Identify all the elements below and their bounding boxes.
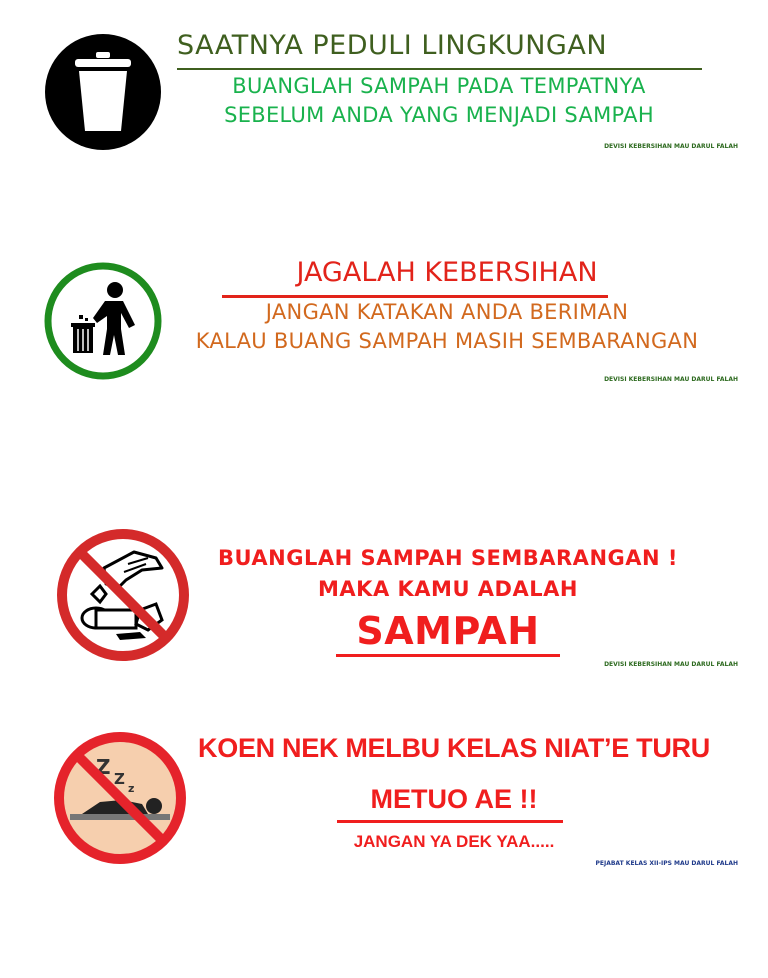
credit-text: DEVISI KEBERSIHAN MAU DARUL FALAH [604,661,738,668]
sign-title: SAATNYA PEDULI LINGKUNGAN [177,30,608,61]
credit-text: DEVISI KEBERSIHAN MAU DARUL FALAH [604,376,738,383]
message-line-2: MAKA KAMU ADALAH [318,577,578,601]
sign-jangan-tidur [0,720,768,880]
sign-jagalah-kebersihan [0,240,768,390]
trash-can-icon [44,33,162,151]
sign-peduli-lingkungan [0,0,768,170]
message-line-1: JANGAN KATAKAN ANDA BERIMAN [265,300,629,324]
message-underline [337,820,563,823]
message-line-1: KOEN NEK MELBU KELAS NIAT’E TURU [198,733,710,763]
credit-text: PEJABAT KELAS XII-IPS MAU DARUL FALAH [595,860,738,867]
sign-buang-sampah-sembarangan [0,520,768,680]
svg-text:Z: Z [114,770,125,788]
message-emphasis: SAMPAH [356,609,540,653]
sign-title: JAGALAH KEBERSIHAN [296,257,598,288]
title-underline [222,295,608,298]
message-line-2: KALAU BUANG SAMPAH MASIH SEMBARANGAN [195,329,699,353]
message-line-1: BUANGLAH SAMPAH SEMBARANGAN ! [218,546,678,570]
person-disposing-trash-icon [43,261,163,381]
svg-text:Z: Z [96,755,111,779]
svg-text:z: z [128,782,135,795]
message-line-2: METUO AE !! [370,784,538,814]
no-sleeping-icon [52,730,188,866]
title-underline [177,68,702,70]
emphasis-underline [336,654,560,657]
message-line-3: JANGAN YA DEK YAA..... [353,832,555,851]
message-line-1: BUANGLAH SAMPAH PADA TEMPATNYA [232,74,646,98]
credit-text: DEVISI KEBERSIHAN MAU DARUL FALAH [604,143,738,150]
message-line-2: SEBELUM ANDA YANG MENJADI SAMPAH [224,103,654,127]
no-littering-icon [56,528,190,662]
